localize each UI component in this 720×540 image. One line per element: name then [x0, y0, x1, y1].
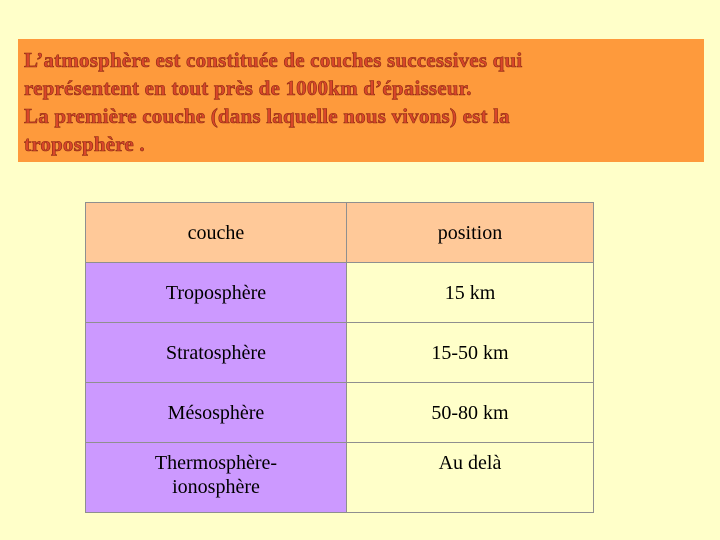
header-couche: couche — [86, 203, 347, 263]
cell-couche-line-1: Thermosphère- — [154, 452, 278, 474]
intro-line-4: troposphère . — [24, 132, 145, 156]
cell-position: 15-50 km — [347, 323, 594, 383]
cell-couche-line-2: ionosphère — [172, 476, 260, 498]
table-row — [86, 443, 594, 513]
table-header-row — [86, 203, 594, 263]
cell-couche: Stratosphère — [86, 323, 347, 383]
cell-position: 15 km — [347, 263, 594, 323]
intro-line-1: L’atmosphère est constituée de couches successives qui — [24, 48, 523, 72]
cell-couche: Mésosphère — [86, 383, 347, 443]
header-position: position — [347, 203, 594, 263]
table-row — [86, 263, 594, 323]
intro-text — [24, 46, 704, 158]
cell-position: Au delà — [347, 443, 594, 513]
table-row — [86, 383, 594, 443]
intro-line-2: représentent en tout près de 1000km d’épaisseur. — [24, 76, 472, 100]
cell-couche: Troposphère — [86, 263, 347, 323]
intro-box — [18, 39, 704, 162]
cell-position: 50-80 km — [347, 383, 594, 443]
atmosphere-layers-table — [85, 202, 594, 513]
intro-line-3: La première couche (dans laquelle nous vivons) est la — [24, 104, 510, 128]
table-row — [86, 323, 594, 383]
cell-couche — [86, 443, 347, 513]
